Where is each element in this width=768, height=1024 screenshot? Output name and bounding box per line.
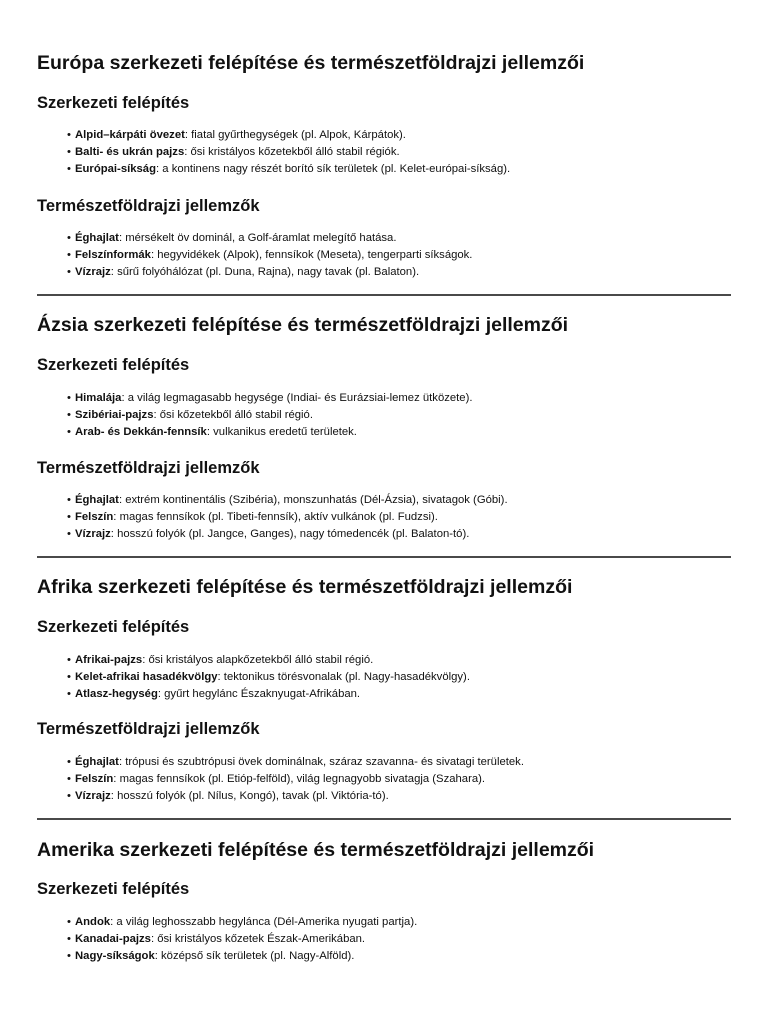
section-title-azsia: Ázsia szerkezeti felépítése és természetföldrajzi jellemzői bbox=[37, 314, 569, 336]
bullet-list bbox=[37, 914, 417, 965]
list-item-desc: : a világ legmagasabb hegysége (Indiai- és Eurázsiai-lemez ütközete). bbox=[121, 392, 473, 404]
section-title-amerika: Amerika szerkezeti felépítése és természetföldrajzi jellemzői bbox=[37, 839, 595, 861]
list-item-term: Vízrajz bbox=[75, 528, 111, 540]
subsection-heading: Természetföldrajzi jellemzők bbox=[37, 459, 260, 477]
section-title-europa: Európa szerkezeti felépítése és természetföldrajzi jellemzői bbox=[37, 52, 585, 74]
list-item-term: Felszín bbox=[75, 511, 114, 523]
section-divider bbox=[37, 294, 731, 296]
list-item-desc: : ősi kristályos kőzetekből álló stabil régiók. bbox=[184, 146, 400, 158]
list-item: • Vízrajz: sűrű folyóhálózat (pl. Duna, Rajna), nagy tavak (pl. Balaton). bbox=[67, 266, 420, 278]
section-divider bbox=[37, 818, 731, 820]
list-item: • Vízrajz: hosszú folyók (pl. Nílus, Kongó), tavak (pl. Viktória-tó). bbox=[67, 790, 389, 802]
bullet-list bbox=[37, 754, 524, 805]
list-item-desc: : tektonikus törésvonalak (pl. Nagy-hasadékvölgy). bbox=[217, 671, 470, 683]
list-item: • Felszín: magas fennsíkok (pl. Etióp-felföld), világ legnagyobb sivatagja (Szahara). bbox=[67, 773, 486, 785]
list-item-desc: : ősi kristályos kőzetek Észak-Amerikában. bbox=[150, 933, 366, 945]
list-item-term: Balti- és ukrán pajzs bbox=[75, 146, 185, 158]
list-item: • Atlasz-hegység: gyűrt hegylánc Északnyugat-Afrikában. bbox=[67, 688, 361, 700]
list-item: • Afrikai-pajzs: ősi kristályos alapkőzetekből álló stabil régió. bbox=[67, 654, 374, 666]
list-item-term: Kanadai-pajzs bbox=[75, 933, 151, 945]
list-item-term: Európai-síkság bbox=[75, 163, 156, 175]
list-item-desc: : gyűrt hegylánc Északnyugat-Afrikában. bbox=[157, 688, 361, 700]
list-item-desc: : sűrű folyóhálózat (pl. Duna, Rajna), nagy tavak (pl. Balaton). bbox=[110, 266, 420, 278]
list-item-term: Himalája bbox=[75, 392, 122, 404]
list-item: • Andok: a világ leghosszabb hegylánca (Dél-Amerika nyugati partja). bbox=[67, 916, 418, 928]
bullet-list bbox=[37, 127, 510, 178]
list-item-desc: : vulkanikus eredetű területek. bbox=[206, 426, 357, 438]
list-item-term: Atlasz-hegység bbox=[75, 688, 158, 700]
list-item-desc: : ősi kőzetekből álló stabil régió. bbox=[153, 409, 313, 421]
list-item: • Nagy-síkságok: középső sík területek (pl. Nagy-Alföld). bbox=[67, 950, 355, 962]
list-item-desc: : a kontinens nagy részét borító sík területek (pl. Kelet-európai-síkság). bbox=[156, 163, 511, 175]
list-item-desc: : magas fennsíkok (pl. Tibeti-fennsík), aktív vulkánok (pl. Fudzsi). bbox=[113, 511, 438, 523]
list-item-term: Nagy-síkságok bbox=[75, 950, 155, 962]
list-item: • Kanadai-pajzs: ősi kristályos kőzetek Észak-Amerikában. bbox=[67, 933, 366, 945]
list-item-term: Kelet-afrikai hasadékvölgy bbox=[75, 671, 218, 683]
subsection-heading: Szerkezeti felépítés bbox=[37, 356, 190, 374]
list-item: • Himalája: a világ legmagasabb hegysége (Indiai- és Eurázsiai-lemez ütközete). bbox=[67, 392, 473, 404]
bullet-list bbox=[37, 390, 472, 441]
section-divider bbox=[37, 556, 731, 558]
list-item-term: Arab- és Dekkán-fennsík bbox=[75, 426, 207, 438]
subsection-heading: Természetföldrajzi jellemzők bbox=[37, 720, 260, 738]
list-item-term: Felszín bbox=[75, 773, 114, 785]
list-item-term: Vízrajz bbox=[75, 790, 111, 802]
list-item-desc: : középső sík területek (pl. Nagy-Alföld). bbox=[154, 950, 355, 962]
list-item: • Vízrajz: hosszú folyók (pl. Jangce, Ganges), nagy tómedencék (pl. Balaton-tó). bbox=[67, 528, 470, 540]
section-title-afrika: Afrika szerkezeti felépítése és természetföldrajzi jellemzői bbox=[37, 576, 573, 598]
list-item-desc: : hosszú folyók (pl. Jangce, Ganges), nagy tómedencék (pl. Balaton-tó). bbox=[110, 528, 470, 540]
list-item-term: Andok bbox=[75, 916, 111, 928]
list-item-term: Felszínformák bbox=[75, 249, 151, 261]
list-item-desc: : hosszú folyók (pl. Nílus, Kongó), tavak (pl. Viktória-tó). bbox=[110, 790, 389, 802]
list-item: • Éghajlat: trópusi és szubtrópusi övek dominálnak, száraz szavanna- és sivatagi területek. bbox=[67, 756, 524, 768]
list-item: • Kelet-afrikai hasadékvölgy: tektonikus törésvonalak (pl. Nagy-hasadékvölgy). bbox=[67, 671, 470, 683]
list-item: • Szibériai-pajzs: ősi kőzetekből álló stabil régió. bbox=[67, 409, 313, 421]
list-item: • Éghajlat: mérsékelt öv dominál, a Golf-áramlat melegítő hatása. bbox=[67, 232, 397, 244]
list-item: • Alpid–kárpáti övezet: fiatal gyűrthegységek (pl. Alpok, Kárpátok). bbox=[67, 129, 406, 141]
list-item: • Európai-síkság: a kontinens nagy részét borító sík területek (pl. Kelet-európai-síkság). bbox=[67, 163, 511, 175]
list-item-term: Szibériai-pajzs bbox=[75, 409, 154, 421]
list-item-term: Vízrajz bbox=[75, 266, 111, 278]
list-item-desc: : a világ leghosszabb hegylánca (Dél-Amerika nyugati partja). bbox=[110, 916, 418, 928]
list-item-desc: : magas fennsíkok (pl. Etióp-felföld), világ legnagyobb sivatagja (Szahara). bbox=[113, 773, 486, 785]
list-item-desc: : fiatal gyűrthegységek (pl. Alpok, Kárpátok). bbox=[184, 129, 406, 141]
list-item: • Éghajlat: extrém kontinentális (Szibéria), monszunhatás (Dél-Ázsia), sivatagok (Góbi). bbox=[67, 494, 508, 506]
list-item: • Felszínformák: hegyvidékek (Alpok), fennsíkok (Meseta), tengerparti síkságok. bbox=[67, 249, 473, 261]
list-item-term: Éghajlat bbox=[75, 494, 119, 506]
list-item-desc: : mérsékelt öv dominál, a Golf-áramlat melegítő hatása. bbox=[118, 232, 397, 244]
bullet-list bbox=[37, 492, 508, 543]
list-item-desc: : trópusi és szubtrópusi övek dominálnak, száraz szavanna- és sivatagi területek. bbox=[118, 756, 524, 768]
list-item: • Felszín: magas fennsíkok (pl. Tibeti-fennsík), aktív vulkánok (pl. Fudzsi). bbox=[67, 511, 438, 523]
list-item-term: Afrikai-pajzs bbox=[75, 654, 143, 666]
subsection-heading: Természetföldrajzi jellemzők bbox=[37, 197, 260, 215]
list-item-term: Alpid–kárpáti övezet bbox=[75, 129, 185, 141]
list-item: • Balti- és ukrán pajzs: ősi kristályos kőzetekből álló stabil régiók. bbox=[67, 146, 400, 158]
list-item-desc: : hegyvidékek (Alpok), fennsíkok (Meseta), tengerparti síkságok. bbox=[150, 249, 473, 261]
subsection-heading: Szerkezeti felépítés bbox=[37, 94, 190, 112]
list-item-term: Éghajlat bbox=[75, 232, 119, 244]
bullet-list bbox=[37, 652, 470, 703]
list-item-term: Éghajlat bbox=[75, 756, 119, 768]
list-item: • Arab- és Dekkán-fennsík: vulkanikus eredetű területek. bbox=[67, 426, 357, 438]
subsection-heading: Szerkezeti felépítés bbox=[37, 880, 190, 898]
subsection-heading: Szerkezeti felépítés bbox=[37, 618, 190, 636]
list-item-desc: : ősi kristályos alapkőzetekből álló stabil régió. bbox=[142, 654, 374, 666]
bullet-list bbox=[37, 230, 472, 281]
list-item-desc: : extrém kontinentális (Szibéria), monszunhatás (Dél-Ázsia), sivatagok (Góbi). bbox=[118, 494, 508, 506]
